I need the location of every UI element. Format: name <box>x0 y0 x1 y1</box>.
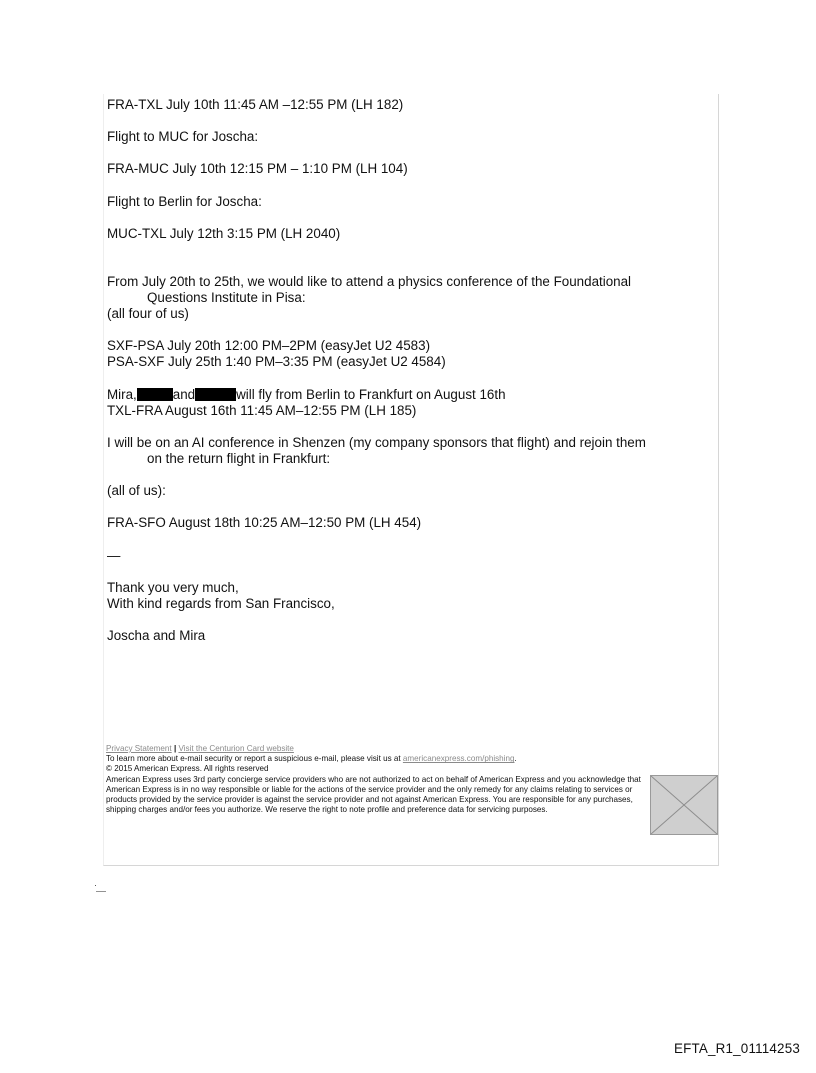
page-mark <box>95 880 107 888</box>
card-image-placeholder-icon <box>650 775 718 835</box>
shenzhen-line-2: on the return flight in Frankfurt: <box>147 451 331 466</box>
signature-dash: — <box>107 548 121 563</box>
flight-line-muc-txl: MUC-TXL July 12th 3:15 PM (LH 2040) <box>107 226 341 241</box>
pisa-attendees: (all four of us) <box>107 306 189 321</box>
footer-links <box>106 744 651 754</box>
security-notice-text: To learn more about e-mail security or report a suspicious e-mail, please visit us at <box>106 754 401 764</box>
flight-line-psa-sxf: PSA-SXF July 25th 1:40 PM–3:35 PM (easyJet U2 4584) <box>107 354 446 369</box>
shenzhen-line-1: I will be on an AI conference in Shenzen (my company sponsors that flight) and rejoin them <box>107 435 646 450</box>
copyright-notice: © 2015 American Express. All rights reserved <box>106 764 269 774</box>
redaction-bar <box>195 388 236 401</box>
privacy-statement-link[interactable]: Privacy Statement <box>106 744 172 753</box>
security-notice-end: . <box>514 754 517 764</box>
centurion-website-link[interactable]: Visit the Centurion Card website <box>178 744 294 753</box>
travellers-first-name: Mira, <box>107 387 137 402</box>
security-notice <box>106 754 651 764</box>
august-travellers-line <box>107 387 506 403</box>
pisa-intro-line-1: From July 20th to 25th, we would like to attend a physics conference of the Foundational <box>107 274 632 289</box>
bates-number: EFTA_R1_01114253 <box>673 1041 800 1056</box>
footer-link-separator: | <box>173 744 177 753</box>
all-of-us-label: (all of us): <box>107 483 166 498</box>
travellers-rest: will fly from Berlin to Frankfurt on August 16th <box>236 387 506 402</box>
amex-footer <box>106 744 651 815</box>
flight-line-txl-fra: TXL-FRA August 16th 11:45 AM–12:55 PM (LH 185) <box>107 403 417 418</box>
signature-thanks: Thank you very much, <box>107 580 239 595</box>
berlin-flight-heading: Flight to Berlin for Joscha: <box>107 194 262 209</box>
concierge-disclaimer: American Express uses 3rd party concierge service providers who are not authorized to act on behalf of American Express and you acknowledge that American Express is in no way responsible or liable for the actions of the service provider and the only remedy for any claims relating to services or products provided by the service provider is against the service provider and not against American Express. You are responsible for any purchases, shipping charges and/or fees you authorize. We reserve the right to note profile and preference data for servicing purposes. <box>106 774 641 815</box>
muc-flight-heading: Flight to MUC for Joscha: <box>107 129 259 144</box>
redaction-bar <box>137 388 173 401</box>
signature-regards: With kind regards from San Francisco, <box>107 596 335 611</box>
pisa-intro-line-2: Questions Institute in Pisa: <box>147 290 306 305</box>
flight-line-sxf-psa: SXF-PSA July 20th 12:00 PM–2PM (easyJet U2 4583) <box>107 338 431 353</box>
flight-line-fra-sfo: FRA-SFO August 18th 10:25 AM–12:50 PM (LH 454) <box>107 515 422 530</box>
travellers-and: and <box>172 387 196 402</box>
signature-names: Joscha and Mira <box>107 628 206 643</box>
flight-line-fra-txl: FRA-TXL July 10th 11:45 AM –12:55 PM (LH 182) <box>107 97 404 112</box>
flight-line-fra-muc: FRA-MUC July 10th 12:15 PM – 1:10 PM (LH 104) <box>107 161 408 176</box>
phishing-link[interactable]: americanexpress.com/phishing <box>402 754 515 764</box>
